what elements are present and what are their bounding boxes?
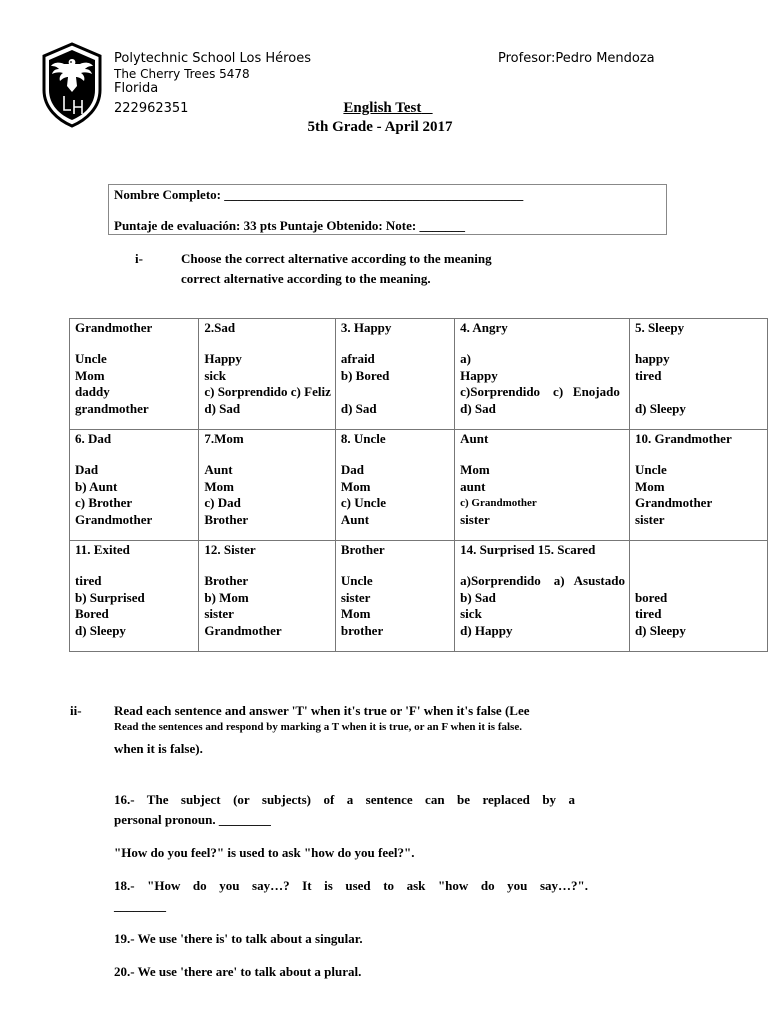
answer-option[interactable]: Bored [75, 606, 109, 622]
question-cell[interactable] [70, 541, 199, 652]
question-word: Grandmother [75, 320, 153, 335]
answer-option[interactable]: b) Sad [460, 589, 496, 605]
answer-option[interactable] [635, 573, 763, 590]
answer-option[interactable]: tired [634, 606, 662, 622]
statement-16-answer[interactable]: personal pronoun. ________ [114, 812, 271, 827]
answer-option[interactable]: c) Uncle [340, 495, 386, 511]
answer-option[interactable]: Mom [634, 478, 665, 494]
statement-20: 20.- We use 'there are' to talk about a plural. [114, 964, 362, 979]
answer-option[interactable]: sick [460, 606, 482, 622]
answer-option[interactable]: c) Brother [75, 495, 133, 511]
question-cell[interactable] [455, 541, 630, 652]
answer-option[interactable]: d) Happy [460, 623, 513, 639]
question-word: 14. Surprised 15. Scared [460, 542, 596, 557]
answer-option[interactable]: c) Sorprendido c) Feliz [204, 384, 331, 400]
question-cell[interactable] [335, 430, 454, 541]
answer-option[interactable]: Mom [460, 461, 490, 477]
question-cell[interactable] [629, 541, 767, 652]
question-cell[interactable] [629, 430, 767, 541]
answer-option[interactable]: d) Sad [460, 401, 496, 417]
answer-option[interactable]: b) Aunt [75, 478, 118, 494]
teacher-name: Profesor:Pedro Mendoza [498, 51, 655, 66]
statement-18: 18.- "How do you say…? It is used to ask "how do you say…?". [114, 878, 588, 893]
question-word: 10. Grandmother [634, 431, 732, 446]
answer-option[interactable]: d) Sleepy [634, 401, 686, 417]
question-word: 7.Mom [204, 431, 244, 446]
answer-option[interactable]: c) Dad [204, 495, 241, 511]
question-cell[interactable] [455, 430, 630, 541]
answer-option[interactable]: Mom [340, 606, 371, 622]
question-word: 5. Sleepy [634, 320, 685, 335]
question-cell[interactable] [335, 541, 454, 652]
question-cell[interactable] [629, 319, 767, 430]
answer-option[interactable]: Uncle [634, 461, 667, 477]
answer-option[interactable]: Mom [204, 478, 234, 494]
answer-option[interactable]: Grandmother [75, 512, 153, 528]
question-cell[interactable] [199, 541, 336, 652]
answer-option[interactable]: b) Mom [204, 589, 249, 605]
grid-row [70, 319, 768, 430]
answer-option[interactable]: happy [634, 350, 670, 366]
grade-date: 5th Grade - April 2017 [307, 119, 453, 135]
answer-option[interactable]: sister [340, 589, 371, 605]
question-cell[interactable] [199, 430, 336, 541]
statement-16: 16.- The subject (or subjects) of a sentence can be replaced by a [114, 792, 575, 807]
answer-option[interactable]: tired [634, 367, 662, 383]
grid-row [70, 430, 768, 541]
question-word: 8. Uncle [340, 431, 386, 446]
answer-option[interactable]: d) Sleepy [634, 623, 686, 639]
section-ii-instruction-line2: Read the sentences and respond by marking a T when it is true, or an F when it is false. [114, 721, 522, 733]
answer-option[interactable]: Mom [75, 367, 105, 383]
question-word: 11. Exited [75, 542, 130, 557]
question-word: 3. Happy [340, 320, 392, 335]
answer-option[interactable]: c)Sorprendido c) Enojado [460, 384, 620, 400]
question-cell[interactable] [335, 319, 454, 430]
question-cell[interactable] [70, 430, 199, 541]
answer-option[interactable]: Happy [460, 367, 498, 383]
answer-option[interactable]: Dad [340, 461, 364, 477]
question-word: 6. Dad [75, 431, 112, 446]
question-cell[interactable] [455, 319, 630, 430]
question-word: 4. Angry [460, 320, 508, 335]
vocabulary-grid [69, 318, 768, 652]
score-line[interactable]: Puntaje de evaluación: 33 pts Puntaje Obtenido: Note: _______ [114, 218, 465, 233]
answer-option[interactable]: b) Bored [340, 367, 390, 383]
school-phone: 222962351 [114, 101, 189, 116]
answer-option[interactable]: Brother [204, 512, 249, 528]
section-i-instruction-line2: correct alternative according to the meaning. [181, 271, 431, 286]
answer-option[interactable]: tired [75, 572, 102, 588]
answer-option[interactable]: sick [204, 367, 227, 383]
statement-19: 19.- We use 'there is' to talk about a singular. [114, 931, 363, 946]
answer-option[interactable]: sister [634, 512, 665, 528]
student-info-box [108, 184, 667, 235]
statement-18-answer[interactable]: ________ [114, 898, 166, 913]
answer-option[interactable]: Aunt [204, 461, 233, 477]
section-i-instruction: Choose the correct alternative according to the meaning [181, 251, 492, 266]
answer-option[interactable]: Mom [340, 478, 371, 494]
answer-option[interactable]: Uncle [75, 350, 107, 366]
answer-option[interactable]: Brother [204, 572, 249, 588]
question-cell[interactable] [70, 319, 199, 430]
answer-option[interactable]: daddy [75, 384, 110, 400]
question-word: Brother [340, 542, 385, 557]
answer-option[interactable]: d) Sad [204, 401, 241, 417]
section-i-marker: i- [135, 251, 143, 266]
answer-option[interactable]: b) Surprised [75, 589, 145, 605]
answer-option[interactable]: Dad [75, 461, 99, 477]
school-address: The Cherry Trees 5478 [114, 67, 250, 81]
answer-option[interactable]: Grandmother [634, 495, 713, 511]
full-name-line[interactable]: Nombre Completo: ______________________________________________ [114, 187, 524, 202]
answer-option[interactable]: a) [460, 350, 471, 366]
answer-option[interactable]: Uncle [340, 572, 373, 588]
answer-option[interactable]: sister [460, 512, 490, 528]
statement-17: "How do you feel?" is used to ask "how do you feel?". [114, 845, 415, 860]
school-city: Florida [114, 81, 159, 96]
answer-option[interactable]: Grandmother [204, 623, 282, 639]
grid-row [70, 541, 768, 652]
section-ii-instruction: Read each sentence and answer 'T' when it's true or 'F' when it's false (Lee [114, 703, 530, 718]
section-ii-instruction-line3: when it is false). [114, 741, 203, 756]
answer-option[interactable]: aunt [460, 478, 486, 494]
answer-option[interactable]: d) Sad [340, 401, 377, 417]
answer-option[interactable]: bored [634, 589, 668, 605]
test-title-text: English Test [343, 100, 422, 116]
answer-option[interactable]: a)Sorprendido a) Asustado [460, 572, 625, 588]
answer-option[interactable]: sister [204, 606, 234, 622]
question-word: 2.Sad [204, 320, 236, 335]
section-ii-marker: ii- [70, 703, 82, 718]
answer-option[interactable] [341, 384, 450, 401]
test-title-blank [421, 100, 432, 116]
answer-option[interactable]: brother [340, 623, 384, 639]
answer-option[interactable]: c) Grandmother [460, 497, 537, 510]
question-cell[interactable] [199, 319, 336, 430]
answer-option[interactable] [635, 384, 763, 401]
test-title [0, 100, 768, 117]
answer-option[interactable]: d) Sleepy [75, 623, 126, 639]
answer-option[interactable]: afraid [340, 350, 375, 366]
answer-option[interactable]: Aunt [340, 512, 370, 528]
question-word: 12. Sister [204, 542, 256, 557]
answer-option[interactable]: grandmother [75, 401, 149, 417]
question-word: Aunt [460, 431, 489, 446]
school-name: Polytechnic School Los Héroes [114, 51, 311, 66]
question-word [635, 542, 763, 559]
answer-option[interactable]: Happy [204, 350, 242, 366]
